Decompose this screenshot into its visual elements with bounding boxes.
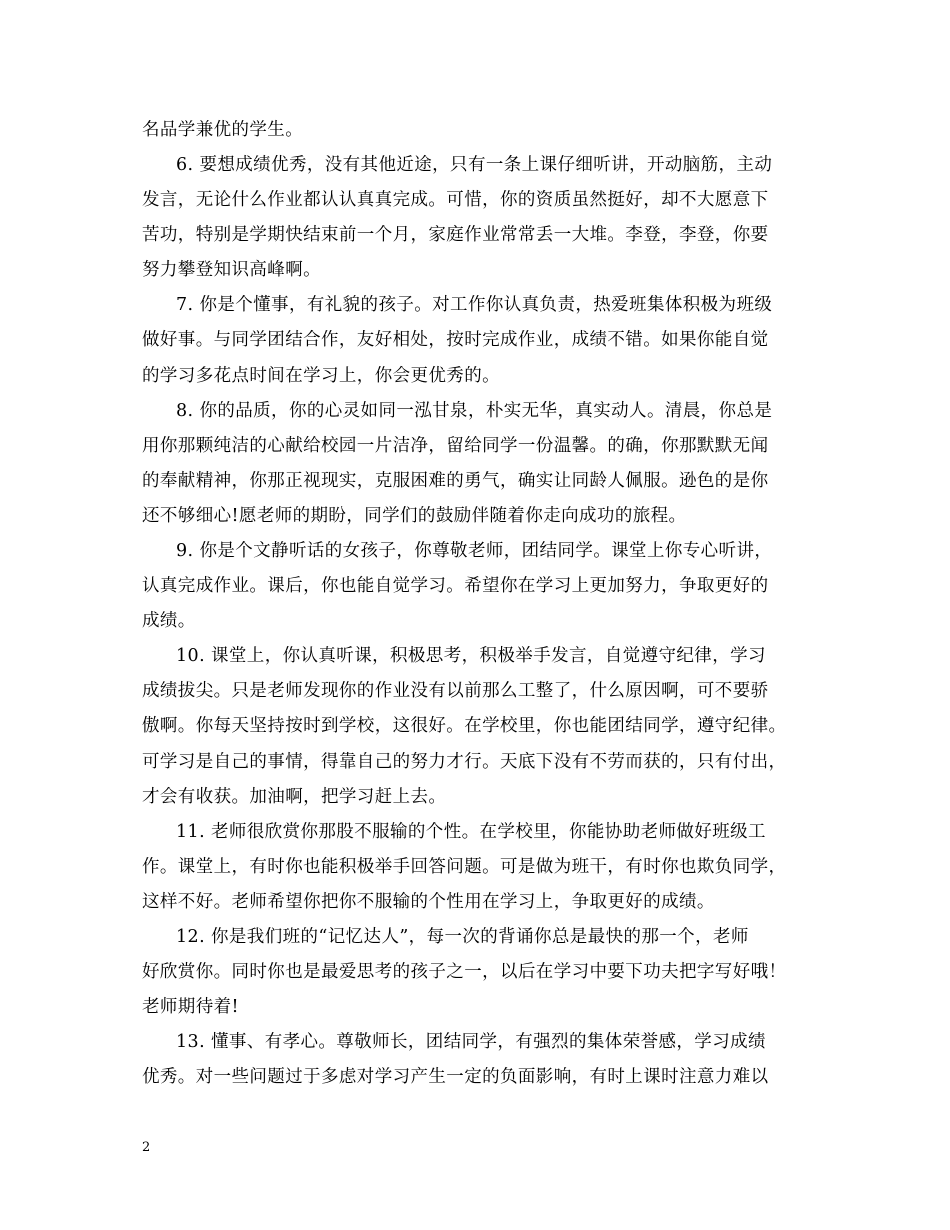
text-line: 好欣赏你。同时你也是最爱思考的孩子之一，以后在学习中要下功夫把字写好哦！ — [142, 962, 787, 982]
text-line: 可学习是自己的事情，得靠自己的努力才行。天底下没有不劳而获的，只有付出， — [142, 752, 787, 772]
text-line: 老师期待着! — [142, 997, 239, 1017]
page-number: 2 — [142, 1140, 151, 1155]
text-line: 6. 要想成绩优秀，没有其他近途，只有一条上课仔细听讲，开动脑筋，主动 — [176, 155, 773, 175]
text-line: 成绩拔尖。只是老师发现你的作业没有以前那么工整了，什么原因啊，可不要骄 — [142, 681, 769, 701]
text-line: 用你那颗纯洁的心献给校园一片洁净，留给同学一份温馨。的确，你那默默无闻 — [142, 436, 769, 456]
text-line: 10. 课堂上，你认真听课，积极思考，积极举手发言，自觉遵守纪律，学习 — [176, 646, 766, 666]
text-line: 13. 懂事、有孝心。尊敬师长，团结同学，有强烈的集体荣誉感，学习成绩 — [176, 1032, 766, 1052]
text-line: 的奉献精神，你那正视现实，克服困难的勇气，确实让同龄人佩服。逊色的是你 — [142, 471, 769, 491]
text-line: 11. 老师很欣赏你那股不服输的个性。在学校里，你能协助老师做好班级工 — [176, 822, 766, 842]
text-line: 傲啊。你每天坚持按时到学校，这很好。在学校里，你也能团结同学，遵守纪律。 — [142, 716, 787, 736]
text-line: 还不够细心!愿老师的期盼，同学们的鼓励伴随着你走向成功的旅程。 — [142, 506, 687, 526]
text-line: 9. 你是个文静听话的女孩子，你尊敬老师，团结同学。课堂上你专心听讲， — [176, 541, 773, 561]
text-line: 名品学兼优的学生。 — [142, 120, 304, 140]
text-line: 做好事。与同学团结合作，友好相处，按时完成作业，成绩不错。如果你能自觉 — [142, 330, 769, 350]
text-line: 成绩。 — [142, 611, 196, 631]
text-line: 认真完成作业。课后，你也能自觉学习。希望你在学习上更加努力，争取更好的 — [142, 576, 769, 596]
text-line: 努力攀登知识高峰啊。 — [142, 260, 321, 280]
text-line: 的学习多花点时间在学习上，你会更优秀的。 — [142, 366, 500, 386]
text-line: 作。课堂上，有时你也能积极举手回答问题。可是做为班干，有时你也欺负同学， — [142, 857, 787, 877]
text-line: 才会有收获。加油啊，把学习赶上去。 — [142, 787, 447, 807]
text-line: 7. 你是个懂事，有礼貌的孩子。对工作你认真负责，热爱班集体积极为班级 — [176, 295, 773, 315]
text-line: 8. 你的品质，你的心灵如同一泓甘泉，朴实无华，真实动人。清晨，你总是 — [176, 401, 773, 421]
text-line: 发言，无论什么作业都认认真真完成。可惜，你的资质虽然挺好，却不大愿意下 — [142, 190, 769, 210]
text-line: 12. 你是我们班的“记忆达人”，每一次的背诵你总是最快的那一个，老师 — [176, 927, 749, 947]
text-line: 苦功，特别是学期快结束前一个月，家庭作业常常丢一大堆。李登，李登，你要 — [142, 225, 769, 245]
text-line: 优秀。对一些问题过于多虑对学习产生一定的负面影响，有时上课时注意力难以 — [142, 1067, 769, 1087]
text-line: 这样不好。老师希望你把你不服输的个性用在学习上，争取更好的成绩。 — [142, 892, 715, 912]
